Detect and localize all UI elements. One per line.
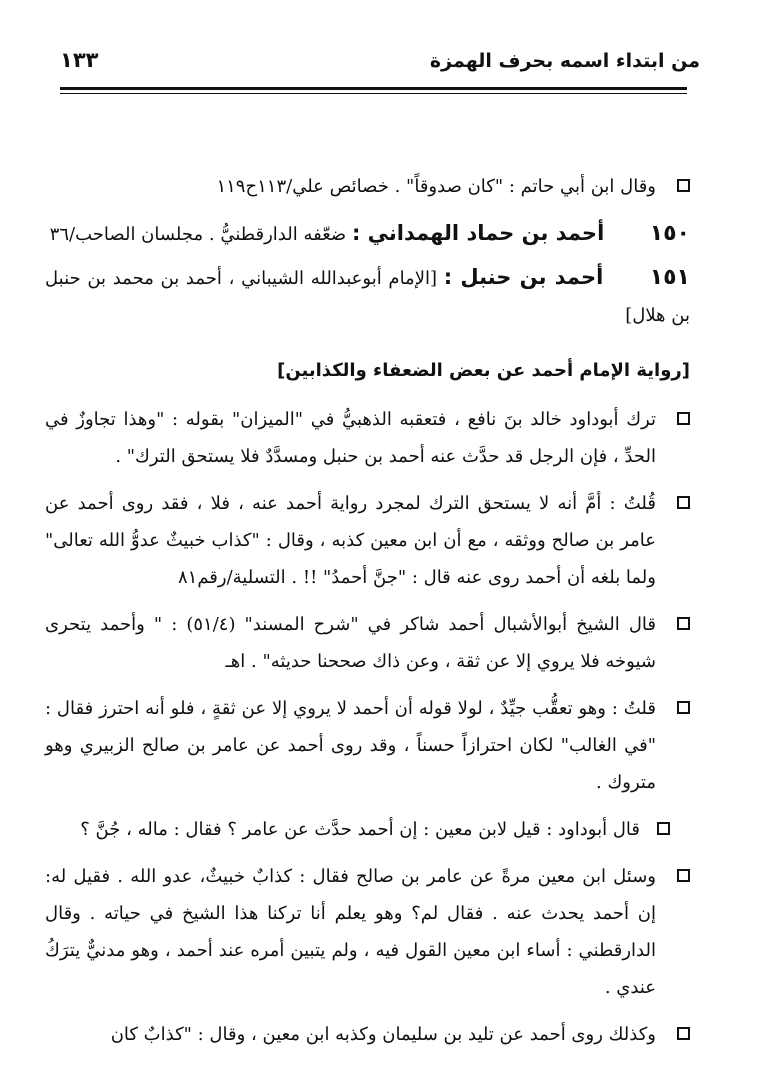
narrator-entry [45,215,690,253]
section-heading: [رواية الإمام أحمد عن بعض الضعفاء والكذابين] [277,360,690,381]
paragraph-text: ترك أبوداود خالد بنَ نافع ، فتعقبه الذهبيُّ في "الميزان" بقوله : "وهذا تجاوزٌ في الحدِّ ، فإن الرجل قد حدَّث عنه أحمد بن حنبل ومسدَّدٌ فلا يستحق الترك" . [45,409,656,467]
bullet-paragraph [45,401,690,475]
square-bullet-icon [677,701,690,714]
square-bullet-icon [677,869,690,882]
paragraph-text: وكذلك روى أحمد عن تليد بن سليمان وكذبه ابن معين ، وقال : "كذابٌ كان [110,1024,656,1045]
square-bullet-icon [657,822,670,835]
square-bullet-icon [677,1027,690,1040]
narrator-entry [45,259,690,334]
page-number: ١٣٣ [60,48,99,72]
square-bullet-icon [677,496,690,509]
bullet-paragraph [45,858,690,1006]
header-rule-thin [60,93,687,94]
entry-name: أحمد بن حنبل : [443,265,604,289]
entry-number: ١٥١ [649,265,690,290]
bullet-paragraph [45,1016,690,1053]
running-title: من ابتداء اسمه بحرف الهمزة [429,50,700,72]
entry-number: ١٥٠ [649,221,690,246]
paragraph-text: وسئل ابن معين مرةً عن عامر بن صالح فقال : كذابٌ خبيثٌ، عدو الله . فقيل له: إن أحمد يحدث عنه . فقال لم؟ وهو يعلم أنا تركنا هذا الشيخ في حياته . وقال الدارقطني : أساء ابن معين القول فيه ، ولم يتبين أمره عند أحمد ، وهو مدنيٌّ يترَكُ عندي . [45,866,656,998]
bullet-paragraph [45,168,690,205]
header-rule-thick [60,87,687,90]
bullet-paragraph [45,811,690,848]
paragraph-text: قلتُ : وهو تعقُّب جيِّدٌ ، لولا قوله أن أحمد لا يروي إلا عن ثقةٍ ، فلو أنه احترز فقال : "في الغالب" لكان احترازاً حسناً ، وقد روى أحمد عن عامر بن صالح الزبيري وهو متروك . [45,698,656,793]
square-bullet-icon [677,617,690,630]
page-body [45,168,690,1063]
entry-name: أحمد بن حماد الهمداني : [351,221,605,245]
page-header [60,44,700,84]
entry-text: [الإمام أبوعبدالله الشيباني ، أحمد بن محمد بن حنبل بن هلال] [45,268,690,326]
bullet-paragraph [45,690,690,801]
square-bullet-icon [677,412,690,425]
bullet-paragraph [45,606,690,680]
paragraph-text: قال الشيخ أبوالأشبال أحمد شاكر في "شرح المسند" (٥١/٤) : " وأحمد يتحرى شيوخه فلا يروي إلا عن ثقة ، وعن ذاك صححنا حديثه" . اهـ [45,614,657,672]
paragraph-text: قال أبوداود : قيل لابن معين : إن أحمد حدَّث عن عامر ؟ فقال : ماله ، جُنَّ ؟ [80,819,640,840]
bullet-paragraph [45,485,690,596]
paragraph-text: قُلتُ : أمَّ أنه لا يستحق الترك لمجرد رواية أحمد عنه ، فلا ، فقد روى أحمد عن عامر بن صالح ووثقه ، مع أن ابن معين كذبه ، وقال : "كذاب خبيثٌ عدوُّ الله تعالى" ولما بلغه أن أحمد روى عنه قال : "جنَّ أحمدُ" !! . التسلية/رقم٨١ [45,493,656,588]
entry-text: ضعّفه الدارقطنيُّ . مجلسان الصاحب/٣٦ [49,224,347,245]
paragraph-text: وقال ابن أبي حاتم : "كان صدوقاً" . خصائص علي/١١٣ح١١٩ [216,176,656,197]
square-bullet-icon [677,179,690,192]
